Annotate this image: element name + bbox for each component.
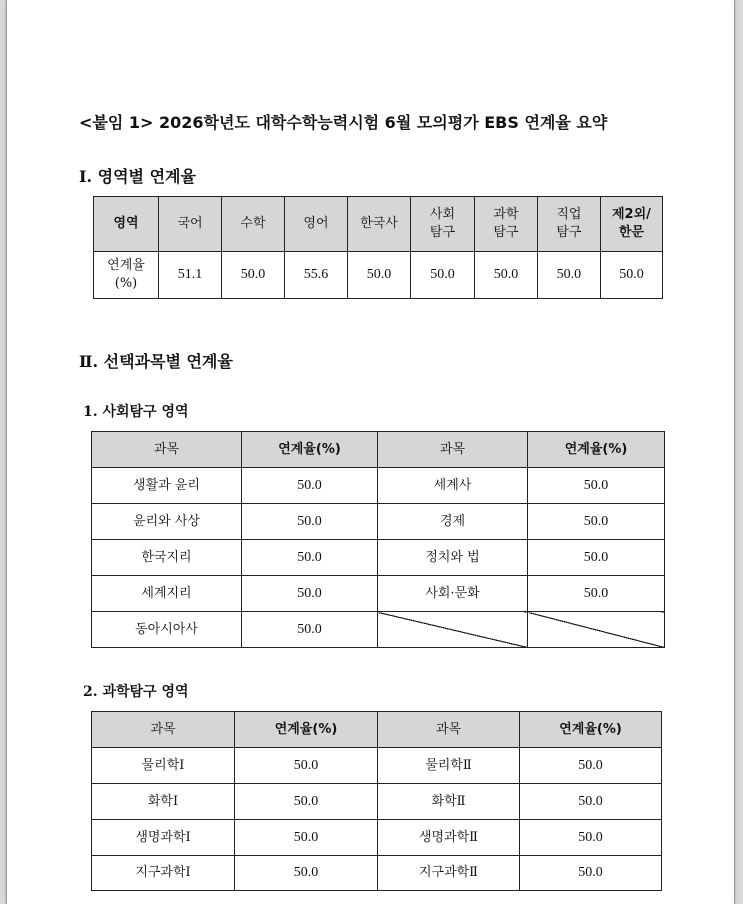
subject-cell: 한국지리 xyxy=(92,540,242,576)
subject-cell: 세계지리 xyxy=(92,576,242,612)
area-col-english: 영어 xyxy=(284,197,347,252)
social-col-rate-1: 연계율(%) xyxy=(242,432,378,468)
area-rate-korean: 51.1 xyxy=(159,252,222,299)
rate-cell: 50.0 xyxy=(242,468,378,504)
rate-cell: 50.0 xyxy=(528,468,665,504)
subject-cell: 지구과학Ⅱ xyxy=(378,856,520,891)
area-rate-foreign: 50.0 xyxy=(600,252,662,299)
table-row xyxy=(92,576,665,612)
area-col-math: 수학 xyxy=(222,197,285,252)
rate-cell: 50.0 xyxy=(520,856,662,891)
area-col-social: 사회 탐구 xyxy=(410,197,474,252)
area-rate-english: 55.6 xyxy=(284,252,347,299)
subject-cell: 동아시아사 xyxy=(92,612,242,648)
area-rate-korean-history: 50.0 xyxy=(347,252,410,299)
area-rate-row xyxy=(94,252,663,299)
rate-cell: 50.0 xyxy=(528,504,665,540)
area-col-vocational: 직업 탐구 xyxy=(537,197,600,252)
rate-cell: 50.0 xyxy=(235,856,378,891)
area-col-korean: 국어 xyxy=(159,197,222,252)
area-rate-social: 50.0 xyxy=(410,252,474,299)
social-col-subject-1: 과목 xyxy=(92,432,242,468)
area-rate-label: 연계율 (%) xyxy=(94,252,159,299)
social-col-rate-2: 연계율(%) xyxy=(528,432,665,468)
science-header-row xyxy=(92,712,662,748)
subject-cell: 생활과 윤리 xyxy=(92,468,242,504)
subject-cell: 경제 xyxy=(378,504,528,540)
rate-cell: 50.0 xyxy=(520,820,662,856)
area-rate-vocational: 50.0 xyxy=(537,252,600,299)
table-row xyxy=(92,504,665,540)
document-title: <붙임 1> 2026학년도 대학수학능력시험 6월 모의평가 EBS 연계율 요약 xyxy=(79,113,608,132)
table-row xyxy=(92,468,665,504)
subject-cell: 윤리와 사상 xyxy=(92,504,242,540)
subject-cell: 생명과학Ⅱ xyxy=(378,820,520,856)
area-header-row xyxy=(94,197,663,252)
social-header-row xyxy=(92,432,665,468)
empty-diagonal-cell xyxy=(528,612,665,648)
science-col-subject-1: 과목 xyxy=(92,712,235,748)
section-2-heading: Ⅱ. 선택과목별 연계율 xyxy=(79,352,233,371)
area-col-foreign: 제2외/ 한문 xyxy=(600,197,662,252)
science-col-rate-1: 연계율(%) xyxy=(235,712,378,748)
rate-cell: 50.0 xyxy=(242,540,378,576)
social-heading: 1. 사회탐구 영역 xyxy=(83,404,189,420)
rate-cell: 50.0 xyxy=(235,748,378,784)
subject-cell: 세계사 xyxy=(378,468,528,504)
document-page xyxy=(6,0,735,904)
area-col-korean-history: 한국사 xyxy=(347,197,410,252)
science-col-rate-2: 연계율(%) xyxy=(520,712,662,748)
subject-cell: 화학Ⅱ xyxy=(378,784,520,820)
area-rate-science: 50.0 xyxy=(474,252,537,299)
rate-cell: 50.0 xyxy=(242,576,378,612)
rate-cell: 50.0 xyxy=(242,612,378,648)
social-col-subject-2: 과목 xyxy=(378,432,528,468)
rate-cell: 50.0 xyxy=(520,748,662,784)
rate-cell: 50.0 xyxy=(528,540,665,576)
rate-cell: 50.0 xyxy=(528,576,665,612)
table-row xyxy=(92,612,665,648)
subject-cell: 지구과학Ⅰ xyxy=(92,856,235,891)
science-col-subject-2: 과목 xyxy=(378,712,520,748)
subject-cell: 화학Ⅰ xyxy=(92,784,235,820)
social-table xyxy=(91,431,665,648)
subject-cell: 물리학Ⅰ xyxy=(92,748,235,784)
rate-cell: 50.0 xyxy=(235,784,378,820)
subject-cell: 사회·문화 xyxy=(378,576,528,612)
table-row xyxy=(92,820,662,856)
empty-diagonal-cell xyxy=(378,612,528,648)
rate-cell: 50.0 xyxy=(520,784,662,820)
subject-cell: 생명과학Ⅰ xyxy=(92,820,235,856)
area-header-label: 영역 xyxy=(94,197,159,252)
table-row xyxy=(92,540,665,576)
table-row xyxy=(92,784,662,820)
area-col-science: 과학 탐구 xyxy=(474,197,537,252)
section-1-heading: Ⅰ. 영역별 연계율 xyxy=(79,167,196,186)
science-table xyxy=(91,711,662,891)
area-rate-math: 50.0 xyxy=(222,252,285,299)
rate-cell: 50.0 xyxy=(242,504,378,540)
table-row xyxy=(92,856,662,891)
rate-cell: 50.0 xyxy=(235,820,378,856)
table-row xyxy=(92,748,662,784)
subject-cell: 물리학Ⅱ xyxy=(378,748,520,784)
subject-cell: 정치와 법 xyxy=(378,540,528,576)
area-rate-table xyxy=(93,196,663,299)
science-heading: 2. 과학탐구 영역 xyxy=(83,684,189,700)
